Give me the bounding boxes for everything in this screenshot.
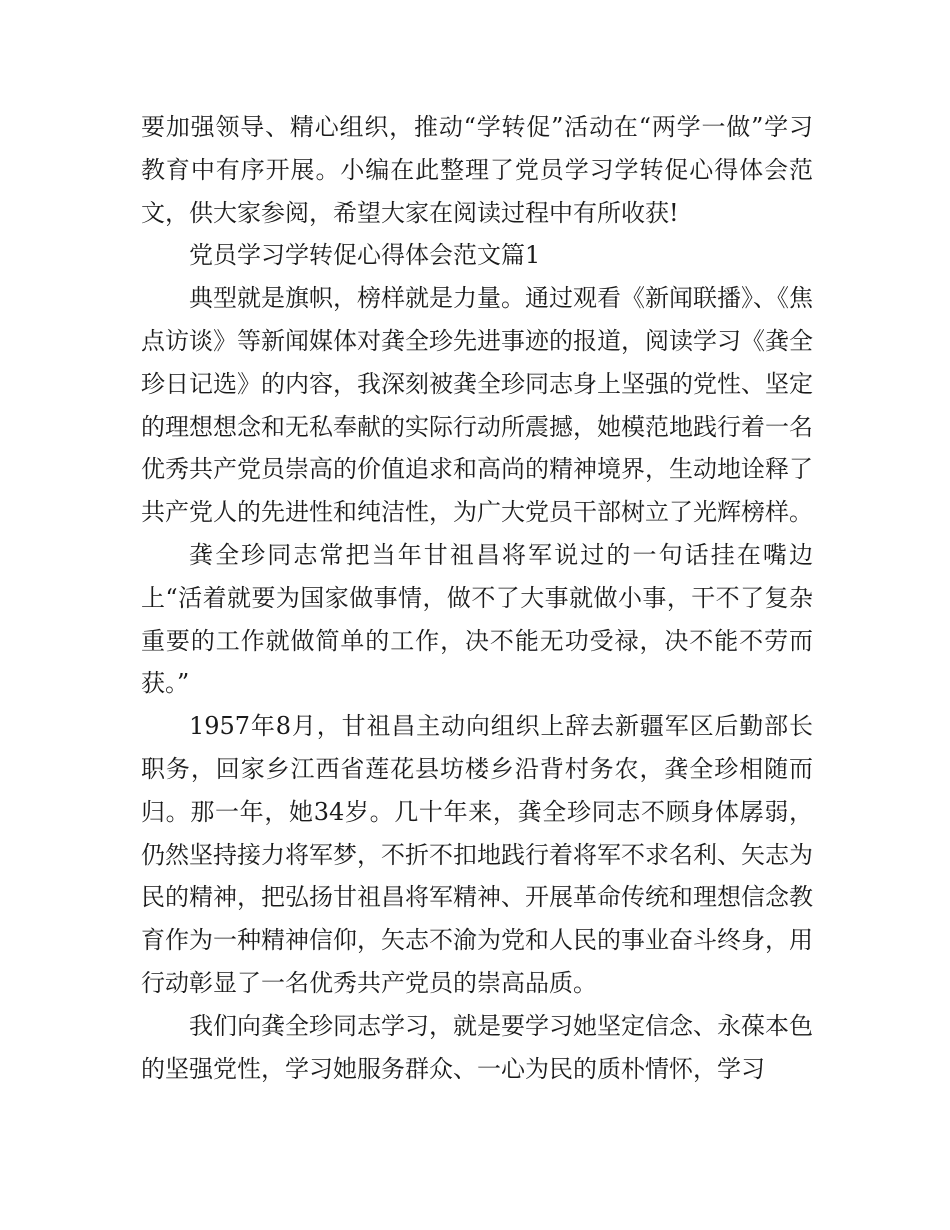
body-paragraph: 我们向龚全珍同志学习，就是要学习她坚定信念、永葆本色的坚强党性，学习她服务群众、一心为民的质朴情怀，学习 [141,1011,813,1083]
section-heading: 党员学习学转促心得体会范文篇1 [189,241,541,270]
body-paragraph: 龚全珍同志常把当年甘祖昌将军说过的一句话挂在嘴边上“活着就要为国家做事情，做不了大事就做小事，干不了复杂重要的工作就做简单的工作，决不能无功受禄，决不能不劳而获。” [141,540,813,698]
intro-paragraph: 要加强领导、精心组织，推动“学转促”活动在“两学一做”学习教育中有序开展。小编在此整理了党员学习学转促心得体会范文，供大家参阅，希望大家在阅读过程中有所收获! [141,113,813,227]
body-paragraph: 典型就是旗帜，榜样就是力量。通过观看《新闻联播》、《焦点访谈》等新闻媒体对龚全珍先进事迹的报道，阅读学习《龚全珍日记选》的内容，我深刻被龚全珍同志身上坚强的党性、坚定的理想想念和无私奉献的实际行动所震撼，她模范地践行着一名优秀共产党员崇高的价值追求和高尚的精神境界，生动地诠释了共产党人的先进性和纯洁性，为广大党员干部树立了光辉榜样。 [141,284,813,527]
document-body [141,106,813,1090]
body-paragraph: 1957年8月，甘祖昌主动向组织上辞去新疆军区后勤部长职务，回家乡江西省莲花县坊楼乡沿背村务农，龚全珍相随而归。那一年，她34岁。几十年来，龚全珍同志不顾身体孱弱，仍然坚持接力将军梦，不折不扣地践行着将军不求名利、矢志为民的精神，把弘扬甘祖昌将军精神、开展革命传统和理想信念教育作为一种精神信仰，矢志不渝为党和人民的事业奋斗终身，用行动彰显了一名优秀共产党员的崇高品质。 [141,712,813,997]
